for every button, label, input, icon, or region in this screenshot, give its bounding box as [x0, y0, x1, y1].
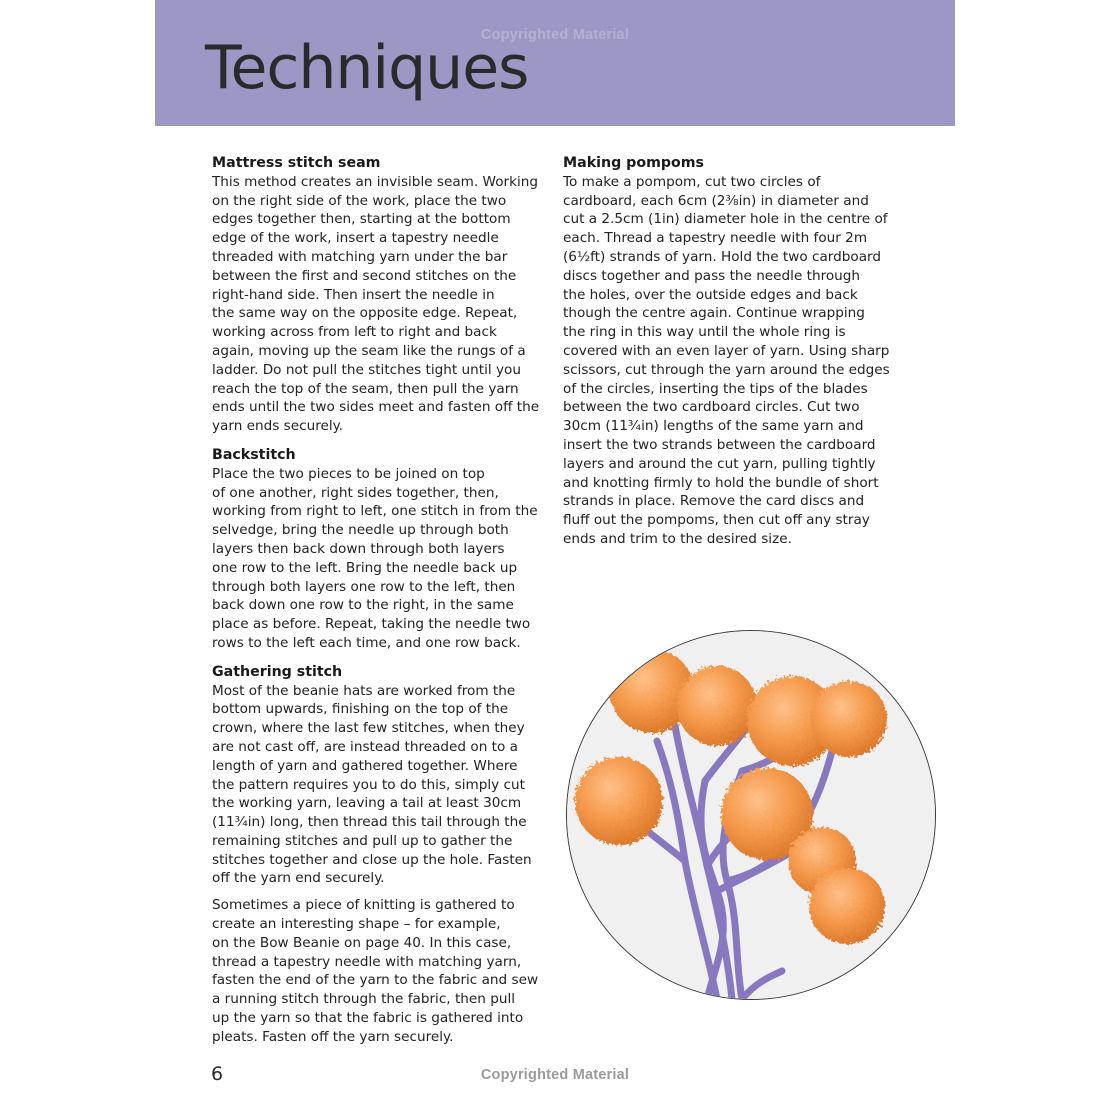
section-body: Place the two pieces to be joined on top of one another, right sides together, then, working from right to left, one stitch in from the selvedge, bring the needle up through both layers then back down through both layers one row to the left. Bring the needle back up through both layers one row to the left, then back down one row to the right, in the same place as before. Repeat, taking the needle two rows to the left each time, and one row back.: [212, 465, 538, 651]
section-heading: Gathering stitch: [212, 663, 343, 680]
right-column: [563, 154, 903, 559]
copyright-notice-top: Copyrighted Material: [480, 27, 630, 43]
section-mattress-stitch: [212, 154, 552, 436]
pompom-photo: [566, 630, 936, 1000]
section-heading: Mattress stitch seam: [212, 155, 381, 171]
page-title: Techniques: [205, 33, 529, 103]
section-backstitch: [212, 446, 552, 653]
section-making-pompoms: [563, 154, 903, 549]
pompom-illustration: [567, 631, 935, 999]
section-gathering-stitch: [212, 663, 552, 1047]
book-page: [155, 0, 955, 1110]
section-heading: Backstitch: [212, 446, 296, 463]
section-heading: Making pompoms: [563, 155, 705, 171]
section-body: Most of the beanie hats are worked from the bottom upwards, finishing on the top of the crown, where the last few stitches, when they are not cast off, are instead threaded on to a length of yarn and gathered together. Where the pattern requires you to do this, simply cut the working yarn, leaving a tail at least 30cm (11¾in) long, then thread this tail through the remaining stitches and pull up to gather the stitches together and close up the hole. Fasten off the yarn end securely.: [212, 682, 532, 887]
page-number: 6: [211, 1063, 224, 1085]
section-body-continued: Sometimes a piece of knitting is gathered to create an interesting shape – for example, on the Bow Beanie on page 40. In this case, thread a tapestry needle with matching yarn, fasten the end of the yarn to the fabric and sew a running stitch through the fabric, then pull up the yarn so that the fabric is gathered into pleats. Fasten off the yarn securely.: [212, 897, 539, 1045]
section-body: To make a pompom, cut two circles of cardboard, each 6cm (2⅜in) in diameter and cut a 2.5cm (1in) diameter hole in the centre of each. Thread a tapestry needle with four 2m (6½ft) strands of yarn. Hold the two cardboard discs together and pass the needle through the holes, over the outside edges and back though the centre again. Continue wrapping the ring in this way until the whole ring is covered with an even layer of yarn. Using sharp scissors, cut through the yarn around the edges of the circles, inserting the tips of the blades between the two cardboard circles. Cut two 30cm (11¾in) lengths of the same yarn and insert the two strands between the cardboard layers and around the cut yarn, pulling tightly and knotting firmly to hold the bundle of short strands in place. Remove the card discs and fluff out the pompoms, then cut off any stray ends and trim to the desired size.: [563, 173, 890, 547]
section-body: This method creates an invisible seam. Working on the right side of the work, place the two edges together then, starting at the bottom edge of the work, insert a tapestry needle threaded with matching yarn under the bar between the first and second stitches on the right-hand side. Then insert the needle in the same way on the opposite edge. Repeat, working across from left to right and back again, moving up the seam like the rungs of a ladder. Do not pull the stitches tight until you reach the top of the seam, then pull the yarn ends until the two sides meet and fasten off the yarn ends securely.: [212, 173, 540, 435]
header-banner: [155, 0, 955, 126]
left-column: [212, 154, 552, 1057]
copyright-notice-bottom: Copyrighted Material: [480, 1067, 630, 1083]
